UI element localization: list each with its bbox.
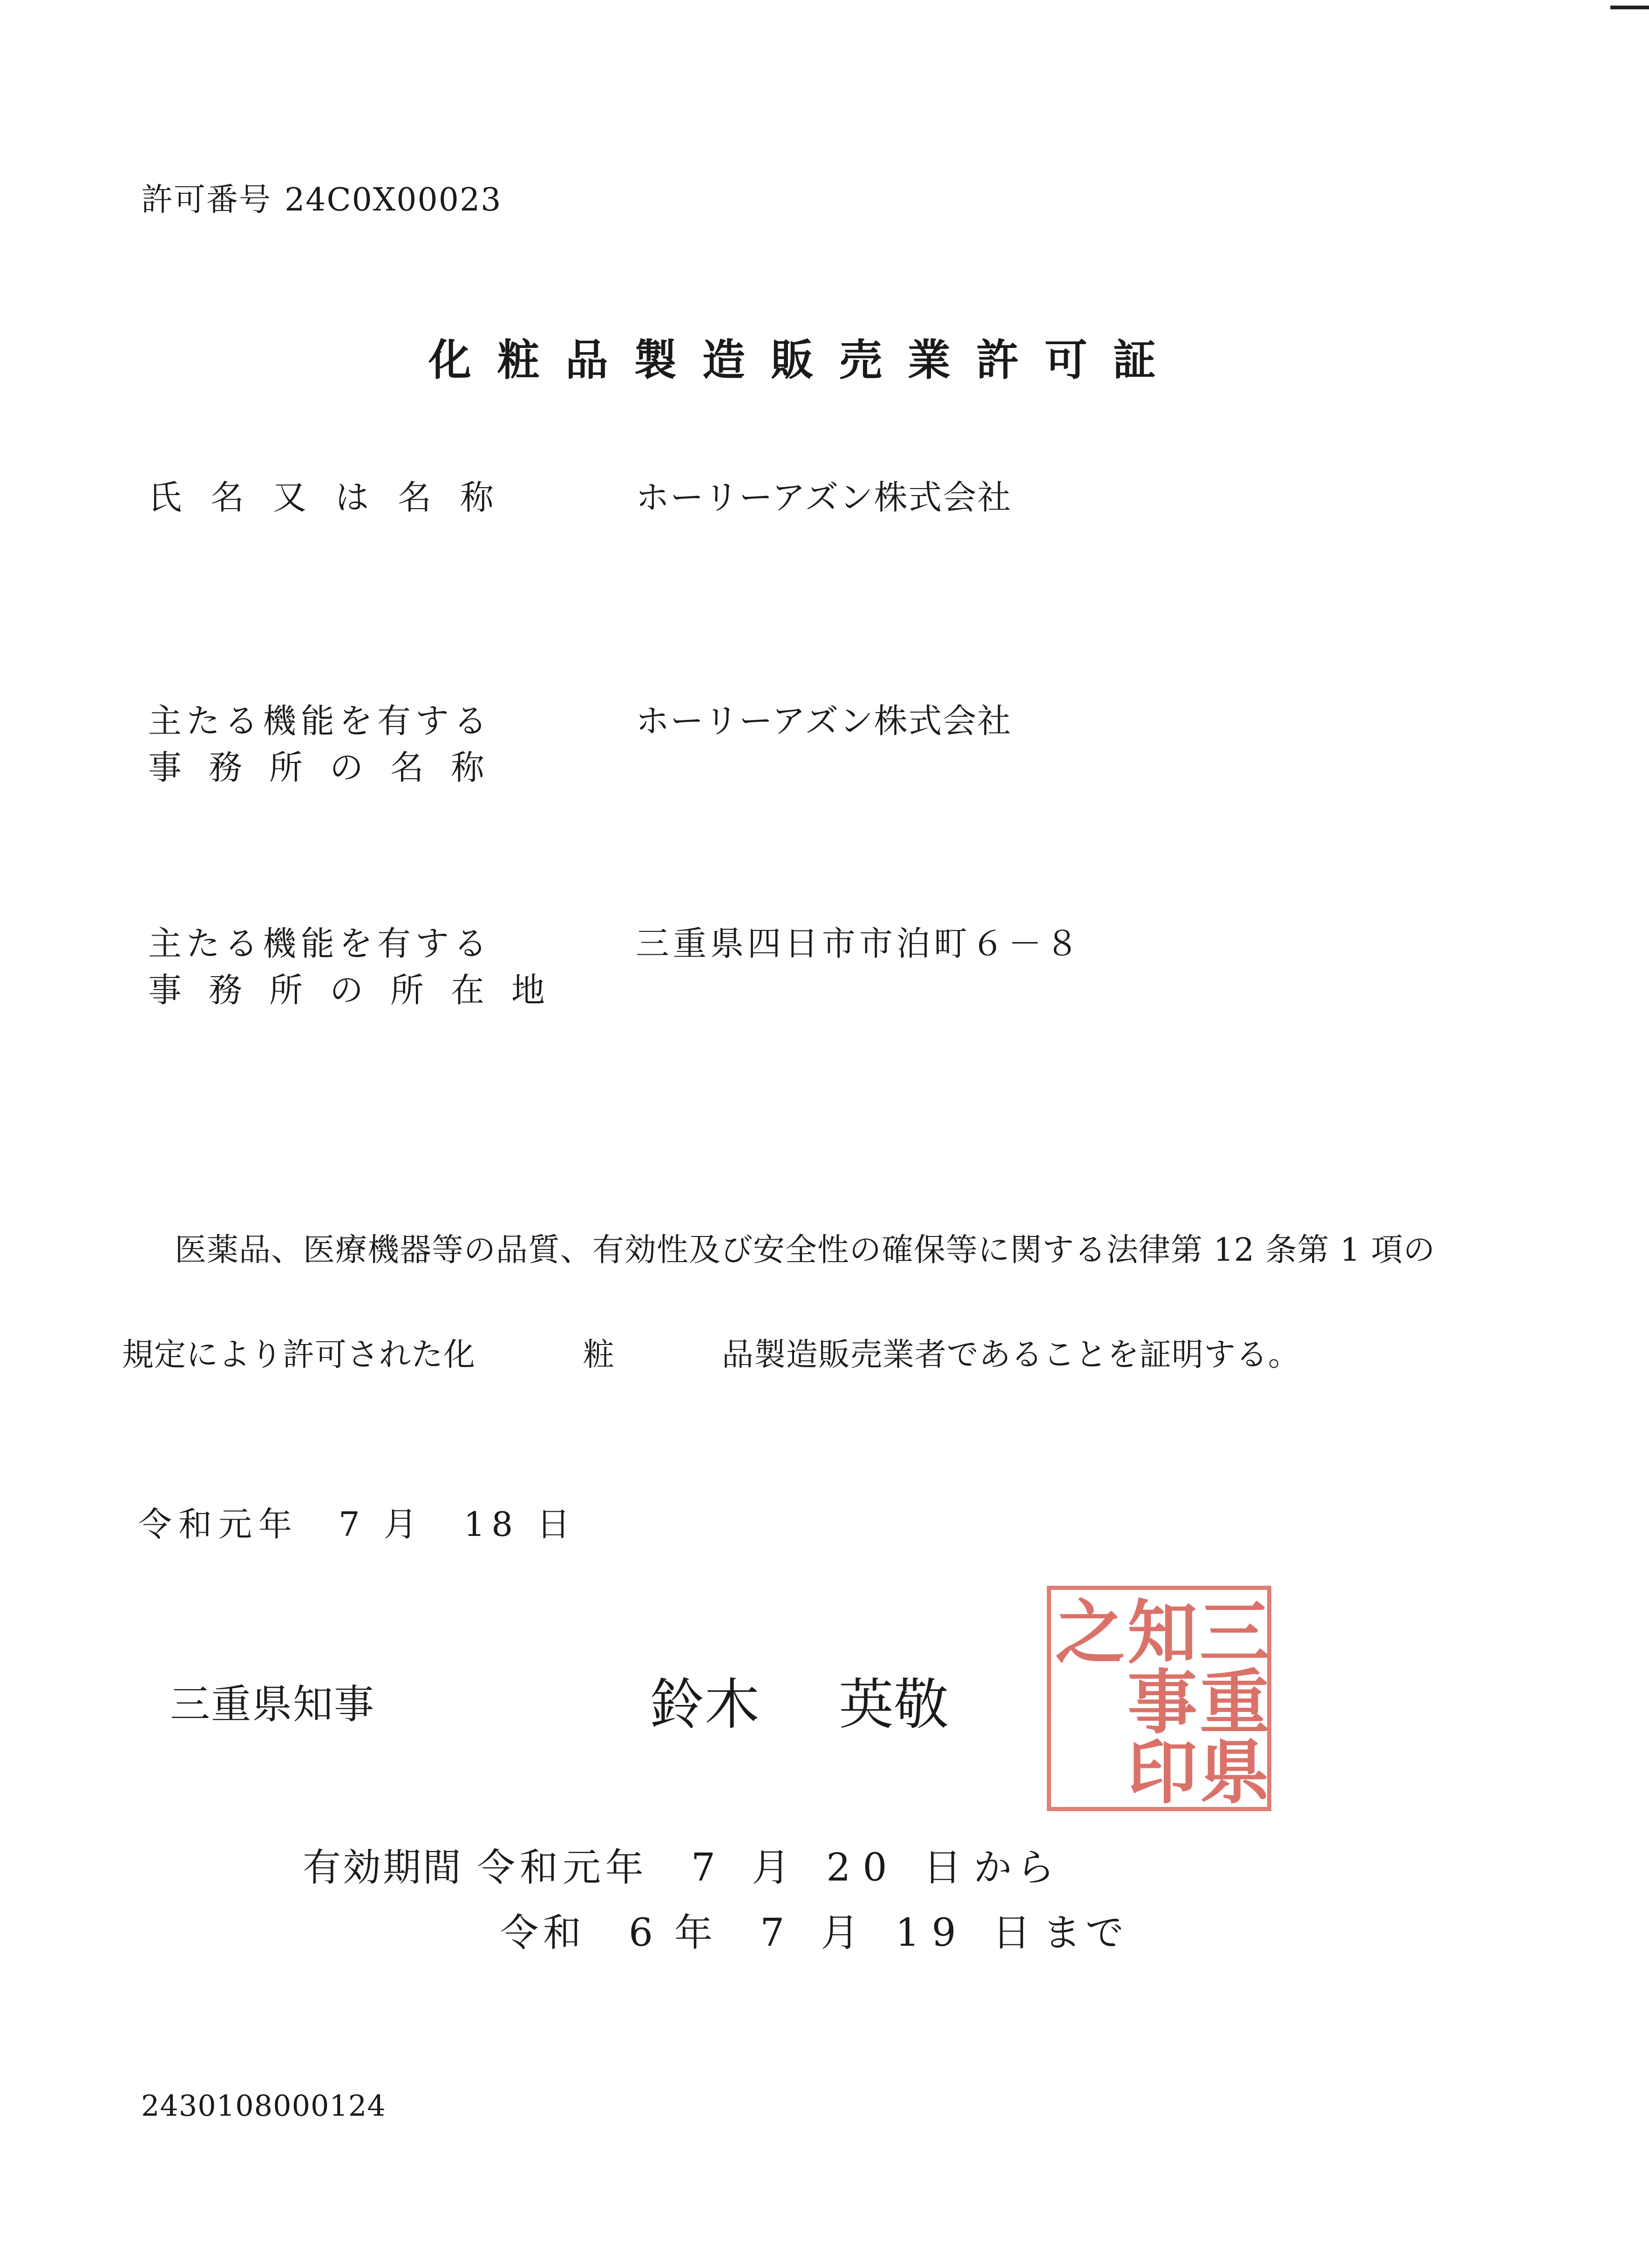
issuer-family-name: 鈴木 — [650, 1672, 760, 1737]
issuer-title: 三重県知事 — [170, 1681, 375, 1728]
seal-column-2: 知事印 — [1115, 1596, 1197, 1805]
issue-date: 令和元年 7 月 18 日 — [138, 1505, 577, 1544]
office-address-label-line2: 事務所の所在地 — [148, 971, 572, 1010]
document-title: 化粧品製造販売業許可証 — [428, 335, 1182, 385]
validity-from-line — [303, 1837, 1059, 1892]
certification-text-part2: 粧 — [583, 1337, 615, 1373]
name-value: ホーリーアズン株式会社 — [636, 478, 1012, 517]
office-name-label-line2: 事務所の名称 — [148, 748, 512, 787]
validity-from-date: 7 月 20 日 — [691, 1846, 974, 1890]
issuer-given-name: 英敬 — [839, 1672, 949, 1737]
validity-from-era: 令和元年 — [477, 1846, 649, 1890]
permit-number-line — [141, 175, 502, 220]
seal-column-1: 三重県 — [1188, 1596, 1269, 1805]
validity-label: 有効期間 — [303, 1846, 463, 1890]
certification-text-line2 — [122, 1330, 1300, 1375]
certification-text-part3: 品製造販売業者であることを証明する。 — [722, 1337, 1301, 1373]
office-address-value: 三重県四日市市泊町６－８ — [636, 924, 1083, 963]
issuer-name — [650, 1660, 949, 1739]
name-label: 氏名又は名称 — [148, 478, 523, 517]
permit-number-label: 許可番号 — [141, 182, 272, 218]
document-id-number: 2430108000124 — [141, 2089, 386, 2123]
validity-to-era: 令和 6 年 — [500, 1911, 718, 1955]
permit-number-value: 24C0X00023 — [285, 182, 502, 218]
validity-from-suffix: から — [973, 1846, 1059, 1890]
seal-column-3: 之 — [1043, 1596, 1125, 1665]
office-address-label-line1: 主たる機能を有する — [148, 924, 492, 963]
scan-edge-mark — [1610, 6, 1649, 9]
certification-text-part1: 規定により許可された化 — [122, 1337, 476, 1373]
validity-to-line — [500, 1902, 1128, 1957]
validity-to-date: 7 月 19 日 — [760, 1911, 1043, 1955]
certification-text-line1: 医薬品、医療機器等の品質、有効性及び安全性の確保等に関する法律第 12 条第 1 項の — [175, 1232, 1436, 1269]
validity-to-suffix: まで — [1042, 1911, 1128, 1955]
official-seal-stamp — [1043, 1586, 1271, 1811]
office-name-label-line1: 主たる機能を有する — [148, 701, 492, 740]
office-name-value: ホーリーアズン株式会社 — [636, 701, 1012, 740]
